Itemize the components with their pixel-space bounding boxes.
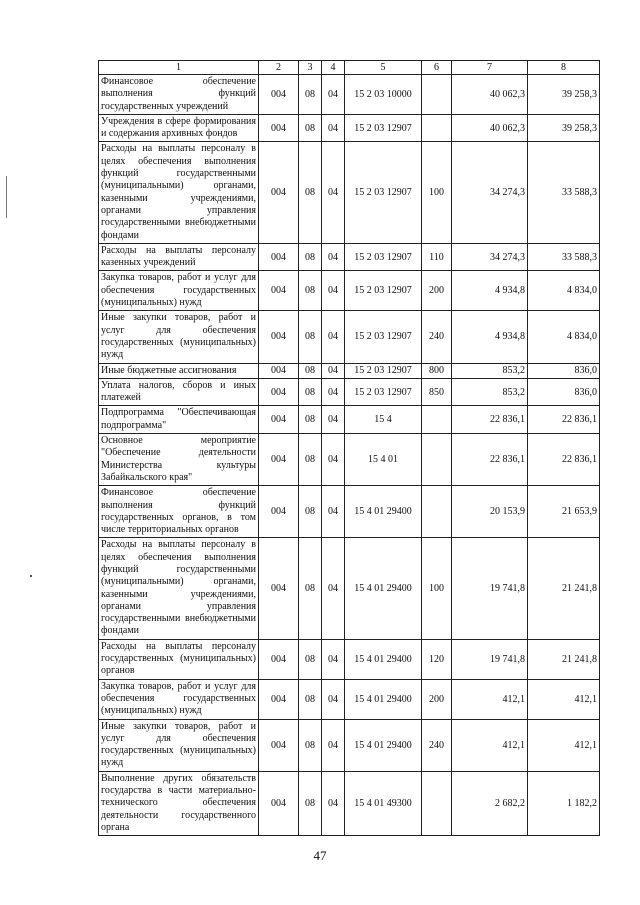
target-article-cell: 15 2 03 12907: [345, 363, 422, 378]
subsection-code-cell: 04: [322, 271, 345, 311]
expense-name-cell: Выполнение других обязательств государства в части материально-технического обеспечения деятельности государственного органа: [99, 771, 259, 835]
subsection-code-cell: 04: [322, 538, 345, 639]
table-row: [99, 639, 600, 679]
expense-name-cell: Иные закупки товаров, работ и услуг для обеспечения государственных (муниципальных) нужд: [99, 719, 259, 771]
subsection-code-cell: 04: [322, 114, 345, 142]
target-article-cell: 15 4 01 29400: [345, 486, 422, 538]
expense-name-cell: Расходы на выплаты персоналу государственных (муниципальных) органов: [99, 639, 259, 679]
target-article-cell: 15 2 03 12907: [345, 114, 422, 142]
section-code-cell: 08: [299, 719, 322, 771]
section-code-cell: 08: [299, 406, 322, 434]
table-row: [99, 363, 600, 378]
section-code-cell: 08: [299, 311, 322, 363]
ministry-code-cell: 004: [259, 679, 299, 719]
expense-name-cell: Финансовое обеспечение выполнения функций государственных органов, в том числе территориальных органов: [99, 486, 259, 538]
header-cell-3: 3: [299, 61, 322, 75]
table-row: [99, 406, 600, 434]
amount-year2-cell: 4 834,0: [528, 311, 600, 363]
page-number: 47: [313, 848, 327, 863]
section-code-cell: 08: [299, 771, 322, 835]
subsection-code-cell: 04: [322, 679, 345, 719]
amount-year2-cell: 412,1: [528, 719, 600, 771]
expense-type-cell: [422, 434, 452, 486]
subsection-code-cell: 04: [322, 486, 345, 538]
section-code-cell: 08: [299, 75, 322, 115]
amount-year1-cell: 20 153,9: [452, 486, 528, 538]
section-code-cell: 08: [299, 243, 322, 271]
target-article-cell: 15 4 01: [345, 434, 422, 486]
header-row: [99, 61, 600, 75]
subsection-code-cell: 04: [322, 771, 345, 835]
amount-year1-cell: 412,1: [452, 679, 528, 719]
amount-year1-cell: 853,2: [452, 378, 528, 406]
expense-name-cell: Расходы на выплаты персоналу казенных учреждений: [99, 243, 259, 271]
expense-type-cell: [422, 406, 452, 434]
table-row: [99, 142, 600, 243]
amount-year2-cell: 4 834,0: [528, 271, 600, 311]
amount-year1-cell: 22 836,1: [452, 406, 528, 434]
table-row: [99, 538, 600, 639]
header-cell-4: 4: [322, 61, 345, 75]
target-article-cell: 15 4 01 29400: [345, 538, 422, 639]
section-code-cell: 08: [299, 114, 322, 142]
expense-name-cell: Уплата налогов, сборов и иных платежей: [99, 378, 259, 406]
target-article-cell: 15 2 03 12907: [345, 142, 422, 243]
section-code-cell: 08: [299, 363, 322, 378]
expense-name-cell: Иные закупки товаров, работ и услуг для обеспечения государственных (муниципальных) нужд: [99, 311, 259, 363]
expense-name-cell: Расходы на выплаты персоналу в целях обеспечения выполнения функций государственными (муниципальными) органами, казенными учреждениями, органами управления государственными внебюджетными фондами: [99, 142, 259, 243]
amount-year1-cell: 40 062,3: [452, 114, 528, 142]
section-code-cell: 08: [299, 639, 322, 679]
scan-artifact-dot: [30, 575, 32, 577]
ministry-code-cell: 004: [259, 434, 299, 486]
subsection-code-cell: 04: [322, 406, 345, 434]
amount-year2-cell: 412,1: [528, 679, 600, 719]
table-row: [99, 679, 600, 719]
expense-name-cell: Закупка товаров, работ и услуг для обеспечения государственных (муниципальных) нужд: [99, 679, 259, 719]
ministry-code-cell: 004: [259, 142, 299, 243]
amount-year1-cell: 4 934,8: [452, 311, 528, 363]
subsection-code-cell: 04: [322, 378, 345, 406]
amount-year1-cell: 412,1: [452, 719, 528, 771]
amount-year2-cell: 22 836,1: [528, 406, 600, 434]
expense-name-cell: Основное мероприятие "Обеспечение деятельности Министерства культуры Забайкальского края": [99, 434, 259, 486]
expense-type-cell: 200: [422, 271, 452, 311]
expense-type-cell: 110: [422, 243, 452, 271]
header-cell-5: 5: [345, 61, 422, 75]
ministry-code-cell: 004: [259, 771, 299, 835]
subsection-code-cell: 04: [322, 719, 345, 771]
expense-type-cell: 120: [422, 639, 452, 679]
expense-type-cell: 200: [422, 679, 452, 719]
amount-year1-cell: 19 741,8: [452, 538, 528, 639]
header-cell-8: 8: [528, 61, 600, 75]
target-article-cell: 15 2 03 10000: [345, 75, 422, 115]
target-article-cell: 15 4: [345, 406, 422, 434]
subsection-code-cell: 04: [322, 311, 345, 363]
ministry-code-cell: 004: [259, 406, 299, 434]
amount-year2-cell: 39 258,3: [528, 75, 600, 115]
expense-type-cell: 240: [422, 719, 452, 771]
subsection-code-cell: 04: [322, 243, 345, 271]
amount-year2-cell: 21 241,8: [528, 538, 600, 639]
section-code-cell: 08: [299, 378, 322, 406]
amount-year1-cell: 34 274,3: [452, 142, 528, 243]
amount-year1-cell: 40 062,3: [452, 75, 528, 115]
expense-name-cell: Закупка товаров, работ и услуг для обеспечения государственных (муниципальных) нужд: [99, 271, 259, 311]
subsection-code-cell: 04: [322, 639, 345, 679]
expense-name-cell: Финансовое обеспечение выполнения функций государственных учреждений: [99, 75, 259, 115]
table-row: [99, 434, 600, 486]
expense-type-cell: 800: [422, 363, 452, 378]
table-body: [99, 75, 600, 836]
expense-name-cell: Иные бюджетные ассигнования: [99, 363, 259, 378]
expense-name-cell: Расходы на выплаты персоналу в целях обеспечения выполнения функций государственными (муниципальными) органами, казенными учреждениями, органами управления государственными внебюджетными фондами: [99, 538, 259, 639]
header-cell-2: 2: [259, 61, 299, 75]
amount-year1-cell: 22 836,1: [452, 434, 528, 486]
expense-type-cell: 100: [422, 142, 452, 243]
amount-year1-cell: 2 682,2: [452, 771, 528, 835]
ministry-code-cell: 004: [259, 243, 299, 271]
target-article-cell: 15 4 01 29400: [345, 719, 422, 771]
table-row: [99, 243, 600, 271]
scan-artifact-line: [6, 176, 7, 218]
amount-year2-cell: 21 241,8: [528, 639, 600, 679]
section-code-cell: 08: [299, 486, 322, 538]
target-article-cell: 15 2 03 12907: [345, 243, 422, 271]
ministry-code-cell: 004: [259, 114, 299, 142]
table-row: [99, 486, 600, 538]
ministry-code-cell: 004: [259, 378, 299, 406]
ministry-code-cell: 004: [259, 363, 299, 378]
expense-name-cell: Подпрограмма "Обеспечивающая подпрограмма": [99, 406, 259, 434]
target-article-cell: 15 2 03 12907: [345, 378, 422, 406]
ministry-code-cell: 004: [259, 75, 299, 115]
expense-type-cell: [422, 771, 452, 835]
expense-type-cell: 850: [422, 378, 452, 406]
expense-type-cell: [422, 75, 452, 115]
expense-type-cell: 100: [422, 538, 452, 639]
table-row: [99, 378, 600, 406]
ministry-code-cell: 004: [259, 486, 299, 538]
ministry-code-cell: 004: [259, 271, 299, 311]
amount-year1-cell: 4 934,8: [452, 271, 528, 311]
amount-year1-cell: 19 741,8: [452, 639, 528, 679]
ministry-code-cell: 004: [259, 639, 299, 679]
table-row: [99, 271, 600, 311]
header-cell-6: 6: [422, 61, 452, 75]
section-code-cell: 08: [299, 271, 322, 311]
target-article-cell: 15 2 03 12907: [345, 311, 422, 363]
expense-type-cell: 240: [422, 311, 452, 363]
section-code-cell: 08: [299, 434, 322, 486]
section-code-cell: 08: [299, 679, 322, 719]
amount-year2-cell: 33 588,3: [528, 142, 600, 243]
target-article-cell: 15 4 01 49300: [345, 771, 422, 835]
amount-year1-cell: 34 274,3: [452, 243, 528, 271]
subsection-code-cell: 04: [322, 363, 345, 378]
section-code-cell: 08: [299, 142, 322, 243]
amount-year2-cell: 39 258,3: [528, 114, 600, 142]
ministry-code-cell: 004: [259, 311, 299, 363]
table-row: [99, 114, 600, 142]
expense-type-cell: [422, 486, 452, 538]
table-row: [99, 719, 600, 771]
subsection-code-cell: 04: [322, 75, 345, 115]
target-article-cell: 15 4 01 29400: [345, 679, 422, 719]
table-row: [99, 771, 600, 835]
ministry-code-cell: 004: [259, 538, 299, 639]
table-row: [99, 311, 600, 363]
subsection-code-cell: 04: [322, 142, 345, 243]
header-cell-1: 1: [99, 61, 259, 75]
amount-year2-cell: 21 653,9: [528, 486, 600, 538]
amount-year2-cell: 33 588,3: [528, 243, 600, 271]
header-cell-7: 7: [452, 61, 528, 75]
subsection-code-cell: 04: [322, 434, 345, 486]
target-article-cell: 15 2 03 12907: [345, 271, 422, 311]
amount-year2-cell: 836,0: [528, 363, 600, 378]
amount-year1-cell: 853,2: [452, 363, 528, 378]
expense-name-cell: Учреждения в сфере формирования и содержания архивных фондов: [99, 114, 259, 142]
table-row: [99, 75, 600, 115]
expense-type-cell: [422, 114, 452, 142]
budget-table: [98, 60, 600, 836]
amount-year2-cell: 1 182,2: [528, 771, 600, 835]
ministry-code-cell: 004: [259, 719, 299, 771]
amount-year2-cell: 836,0: [528, 378, 600, 406]
target-article-cell: 15 4 01 29400: [345, 639, 422, 679]
section-code-cell: 08: [299, 538, 322, 639]
amount-year2-cell: 22 836,1: [528, 434, 600, 486]
